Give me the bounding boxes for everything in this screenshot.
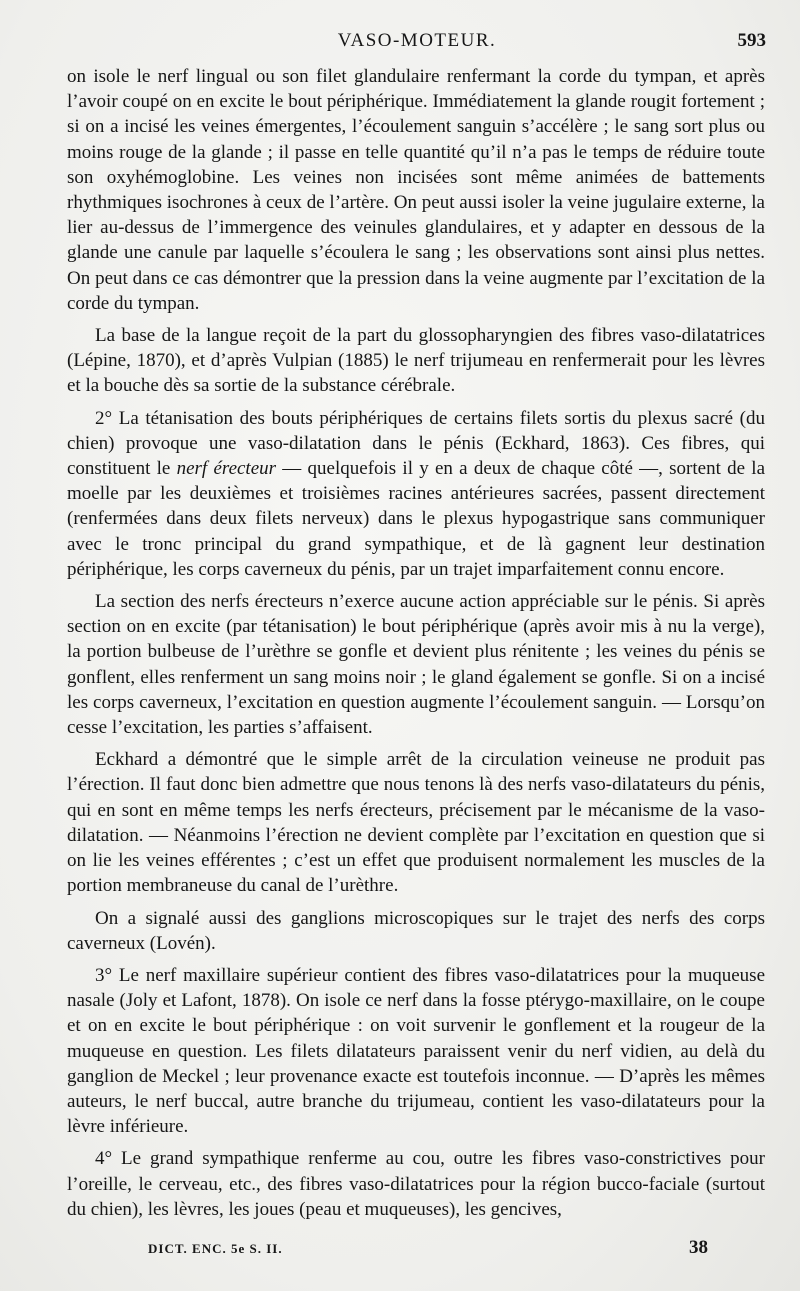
nerf-erecteur-term: nerf érecteur [176,458,277,480]
paragraph-3 [67,406,765,582]
body-text [67,64,765,1229]
paragraph-4: La section des nerfs érecteurs n’exerce aucune action appréciable sur le pénis. Si après section on en excite (par tétanisation) le bout périphérique (après avoir mis à nu la verge), la portion bulbeuse de l’urèthre se gonfle et devient plus rénitente ; les veines du pénis se gonflent, elles renferment un sang moins noir ; le gland également se gonfle. Si on a incisé les corps caverneux, l’excitation en question augmente l’écoulement sanguin. — Lorsqu’on cesse l’excitation, les parties s’affaisent. [67,591,765,739]
printer-signature: DICT. ENC. 5e S. II. [148,1241,283,1256]
paragraph-3-part-a: 2° La tétanisation des bouts périphériques de certains filets sortis du plexus sacré (du chien) provoque une vaso-dilatation dans le pénis (Eckhard, 1863). Ces fibres, qui constituent le [67,407,765,480]
paragraph-6: On a signalé aussi des ganglions microscopiques sur le trajet des nerfs des corps caverneux (Lovén). [67,907,765,954]
paragraph-1: on isole le nerf lingual ou son filet glandulaire renfermant la corde du tympan, et après l’avoir coupé on en excite le bout périphérique. Immédiatement la glande rougit fortement ; si on a incisé les veines émergentes, l’écoulement sanguin s’accélère ; le sang sort plus ou moins rouge de la glande ; il passe en telle quantité qu’il n’a pas le temps de réduire toute son oxyhémoglobine. Les veines non incisées sont même animées de battements rhythmiques isochrones à ceux de l’artère. On peut aussi isoler la veine jugulaire externe, la lier au-dessus de l’immergence des veinules glandulaires, et y adapter en dessous de la glande une canule par laquelle s’écoulera le sang ; les observations sont ainsi plus nettes. On peut dans ce cas démontrer que la pression dans la veine augmente par l’excitation de la corde du tympan. [67,66,765,314]
page-footer [148,1237,708,1263]
page-header [68,30,766,60]
paragraph-7: 3° Le nerf maxillaire supérieur contient des fibres vaso-dilatatrices pour la muqueuse nasale (Joly et Lafont, 1878). On isole ce nerf dans la fosse ptérygo-maxillaire, on le coupe et on en excite le bout périphérique : on voit survenir le gonflement et la rougeur de la muqueuse en question. Les filets dilatateurs paraissent venir du nerf vidien, au delà du ganglion de Meckel ; leur provenance exacte est toutefois inconnue. — D’après les mêmes auteurs, le nerf buccal, autre branche du trijumeau, contient les vaso-dilatateurs pour la lèvre inférieure. [67,964,765,1138]
paragraph-5: Eckhard a démontré que le simple arrêt de la circulation veineuse ne produit pas l’érection. Il faut donc bien admettre que nous tenons là des nerfs vaso-dilatateurs du pénis, qui en sont en même temps les nerfs érecteurs, précisement par le mécanisme de la vaso-dilatation. — Néanmoins l’érection ne devient complète par l’excitation en question que si on lie les veines efférentes ; c’est un effet que produisent normalement les muscles de la portion membraneuse du canal de l’urèthre. [67,749,765,897]
paragraph-8: 4° Le grand sympathique renferme au cou, outre les fibres vaso-constrictives pour l’oreille, le cerveau, etc., des fibres vaso-dilatatrices pour la région bucco-faciale (surtout du chien), les lèvres, les joues (peau et muqueuses), les gencives, [67,1148,765,1220]
page-number: 593 [737,30,766,51]
sheet-number: 38 [689,1237,708,1258]
running-title: VASO-MOTEUR. [337,30,497,51]
paragraph-2: La base de la langue reçoit de la part du glossopharyngien des fibres vaso-dilatatrices (Lépine, 1870), et d’après Vulpian (1885) le nerf trijumeau en renfermerait pour les lèvres et la bouche dès sa sortie de la substance cérébrale. [67,325,765,397]
paragraph-3-part-b: — quelquefois il y en a deux de chaque côté —, sortent de la moelle par les deuxièmes et troisièmes racines antérieures sacrées, passent directement (renfermées dans deux filets nerveux) dans le plexus hypogastrique sans communiquer avec le tronc principal du grand sympathique, et de là gagnent leur destination périphérique, les corps caverneux du pénis, par un trajet imparfaitement connu encore. [67,458,765,580]
